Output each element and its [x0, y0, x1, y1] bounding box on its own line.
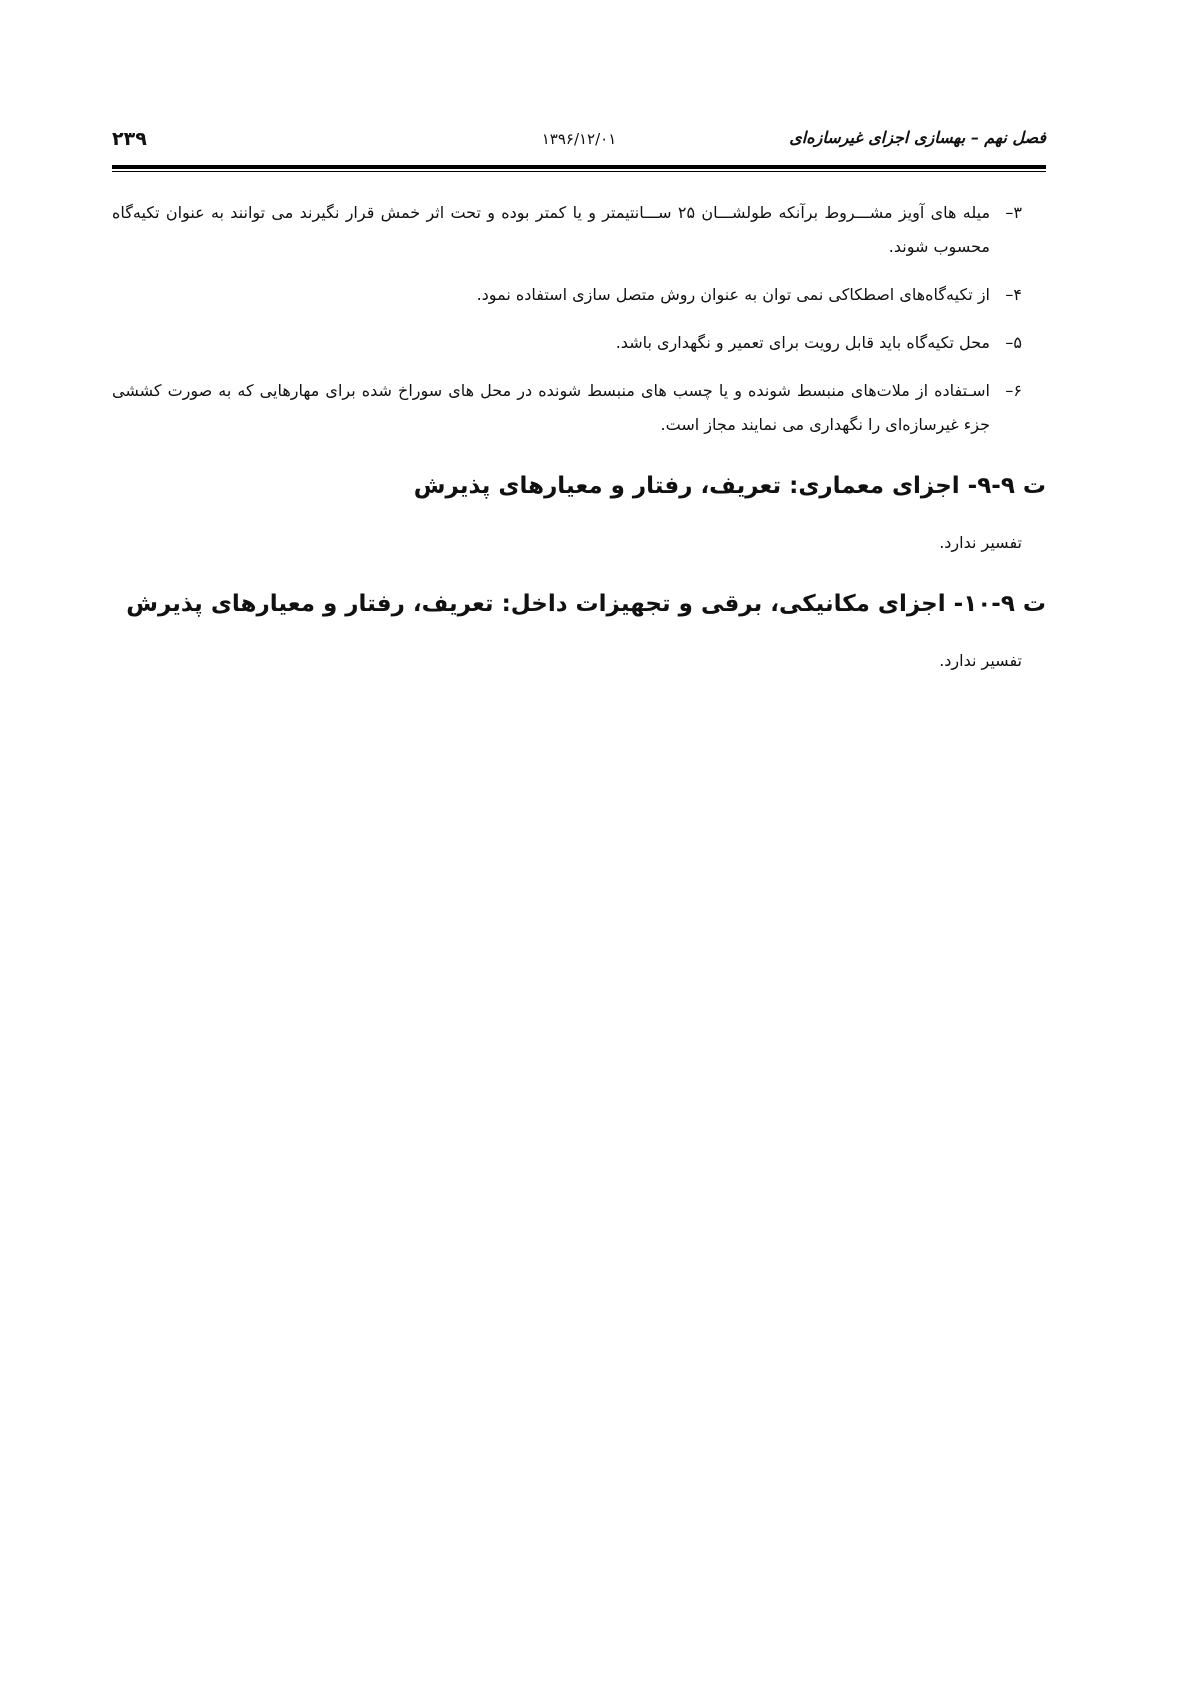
section-heading: ت ۹-۹- اجزای معماری: تعریف، رفتار و معیارهای پذیرش: [413, 473, 1046, 499]
list-item: [112, 374, 1022, 442]
header-divider-thick: [112, 165, 1046, 169]
list-item-text: اسـتفاده از ملات‌های منبسط شونده و یا چسب های منبسط شونده در محل های سوراخ شده برای مهارهایی که به صورت کششی جزء غیرسازه‌ای را نگهداری می نمایند مجاز است.: [112, 381, 990, 434]
page-number: ۲۳۹: [112, 128, 147, 150]
page-content: [112, 196, 1046, 686]
section-heading: ت ۹-۱۰- اجزای مکانیکی، برقی و تجهیزات داخل: تعریف، رفتار و معیارهای پذیرش: [126, 591, 1046, 617]
list-item-text: محل تکیه‌گاه باید قابل رویت برای تعمیر و نگهداری باشد.: [615, 333, 990, 352]
page-header: [112, 128, 1046, 160]
list-item-number: ۶–: [1005, 381, 1022, 400]
list-item: [112, 326, 1022, 360]
list-item-number: ۴–: [1005, 285, 1022, 304]
list-item-text: از تکیه‌گاه‌های اصطکاکی نمی توان به عنوان روش متصل سازی استفاده نمود.: [476, 285, 990, 304]
section-body: تفسیر ندارد.: [939, 533, 1022, 552]
list-item-number: ۵–: [1005, 333, 1022, 352]
header-divider-thin: [112, 171, 1046, 172]
list-item-text: میله های آویز مشـــروط برآنکه طولشـــان ۲۵ ســـانتیمتر و یا کمتر بوده و تحت اثر خمش قرار نگیرند می توانند به عنوان تکیه‌گاه محسوب شوند.: [112, 203, 991, 256]
list-item: [112, 196, 1022, 264]
list-item: [112, 278, 1022, 312]
header-date: ۱۳۹۶/۱۲/۰۱: [541, 130, 617, 148]
list-item-number: ۳–: [1005, 203, 1022, 222]
section-body: تفسیر ندارد.: [939, 651, 1022, 670]
chapter-title: فصل نهم – بهسازی اجزای غیرسازه‌ای: [789, 128, 1046, 147]
